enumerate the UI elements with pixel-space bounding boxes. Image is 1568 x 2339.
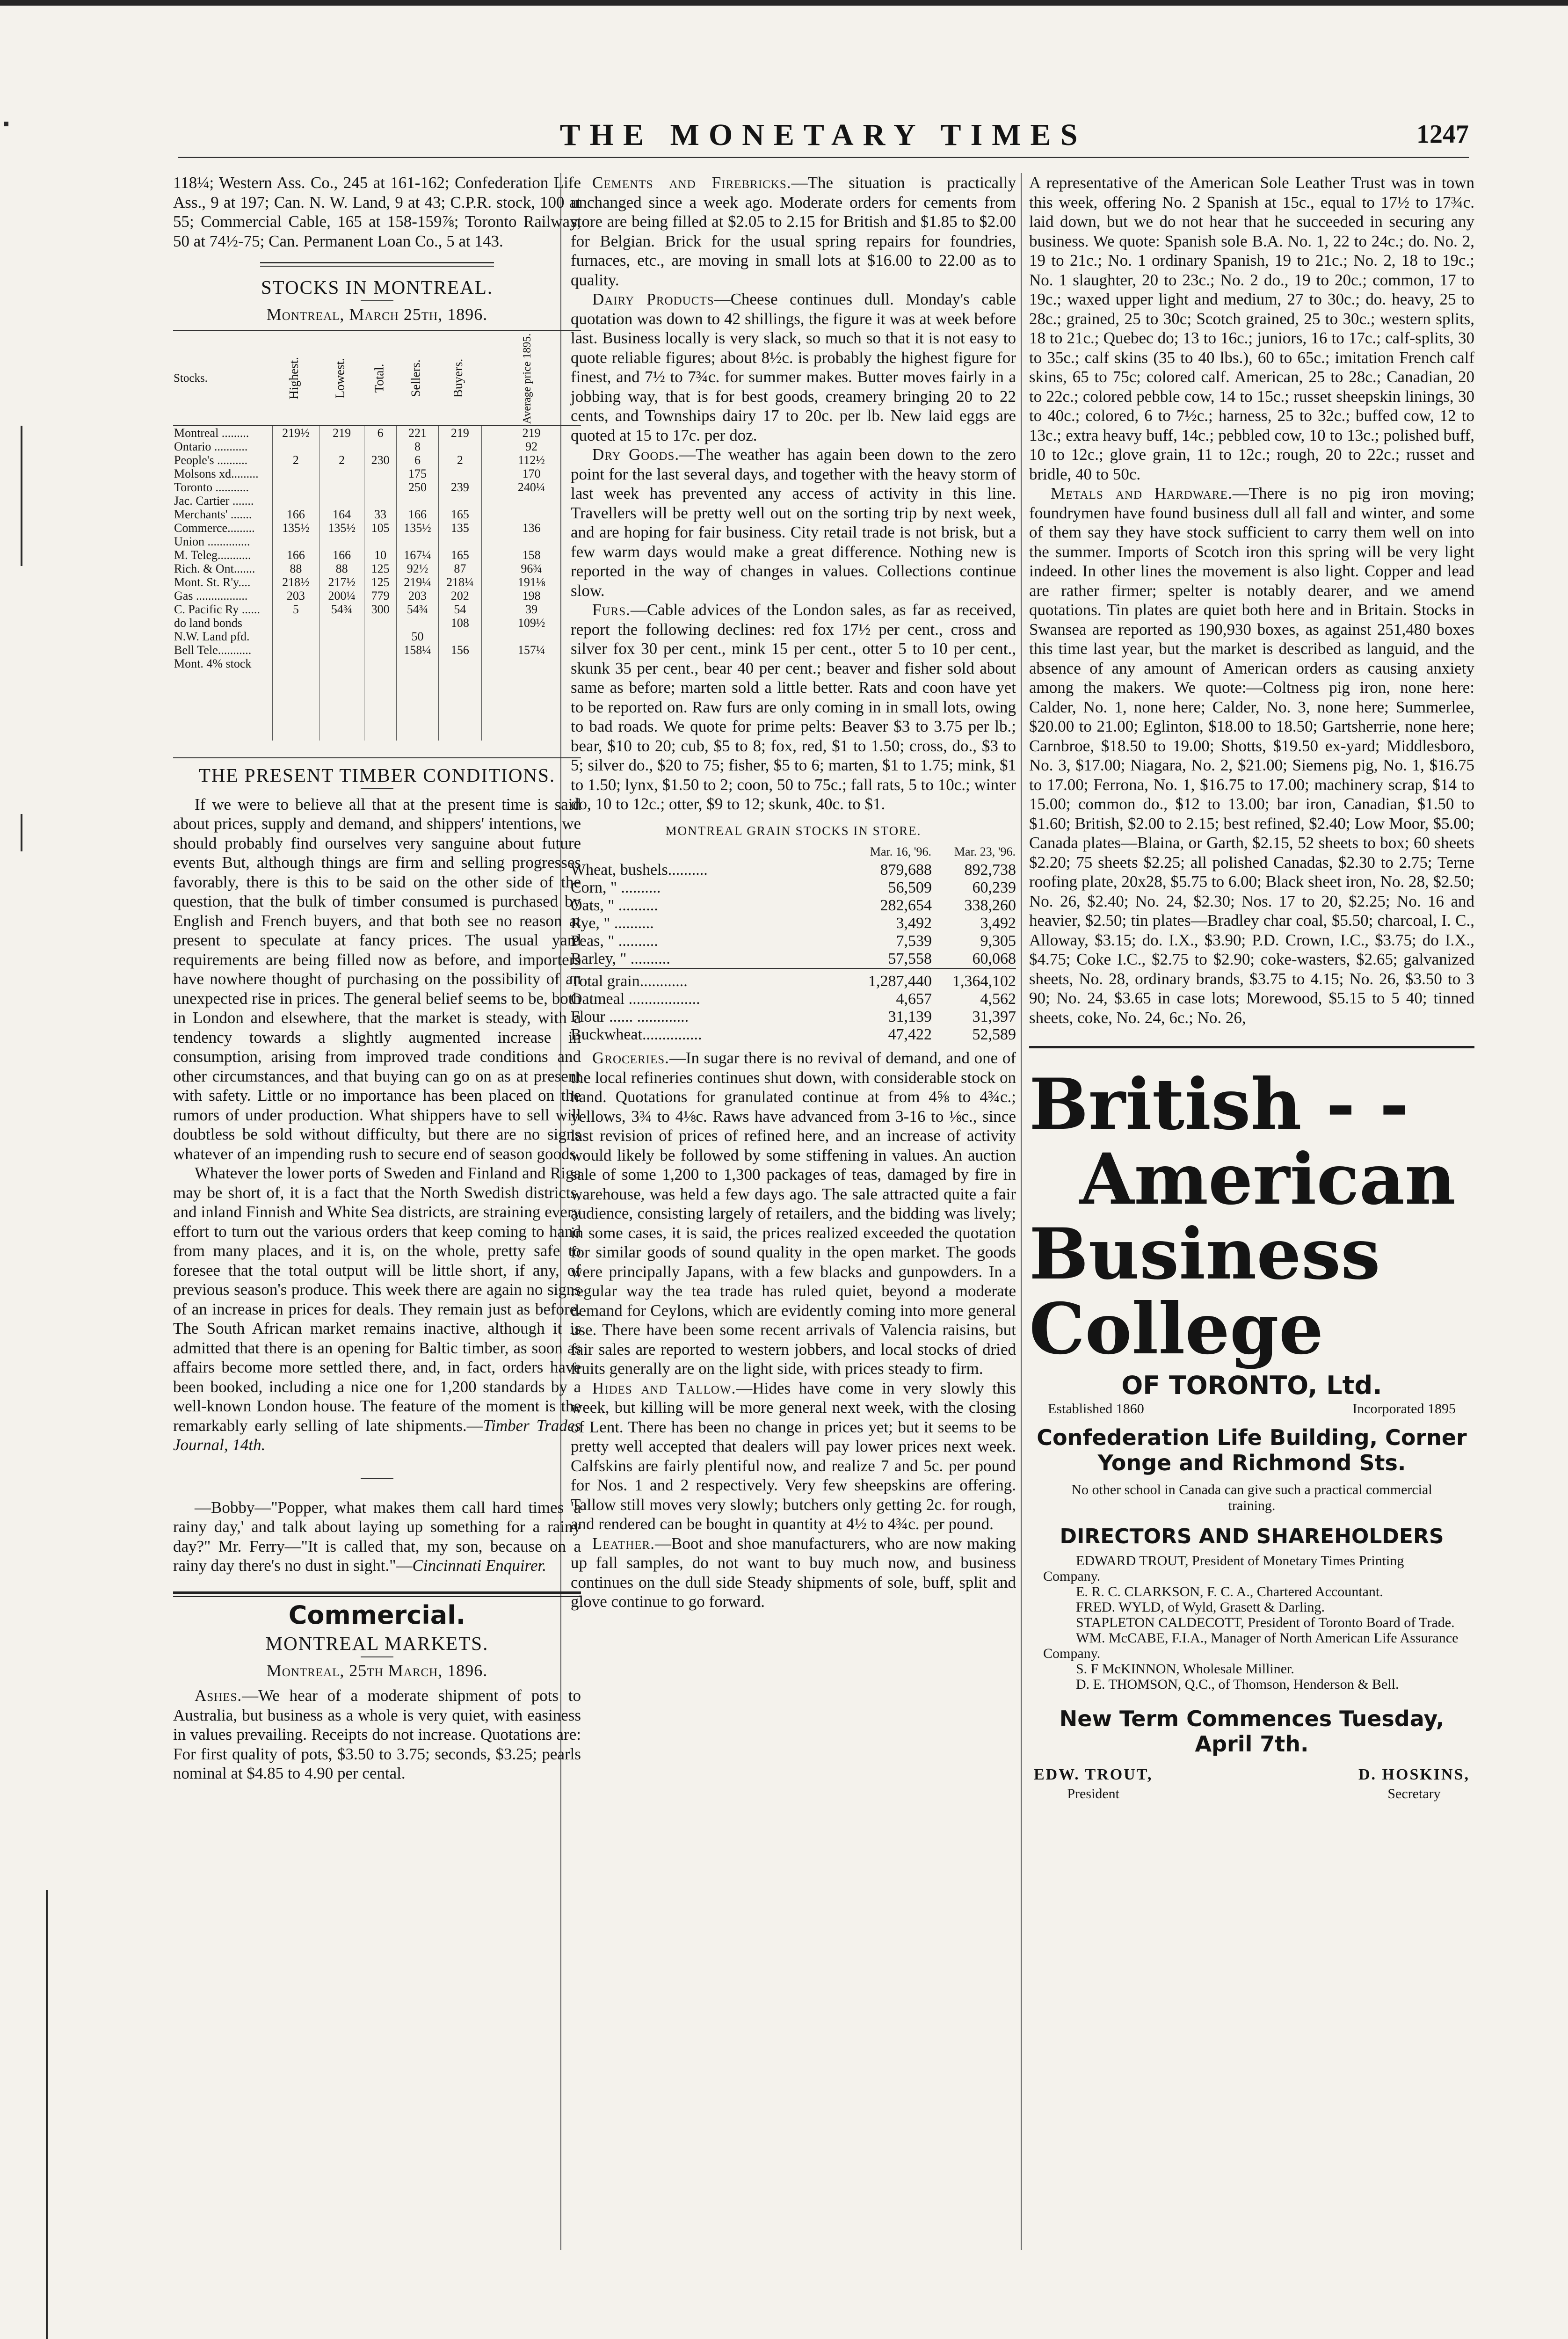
stock-value: 217½ xyxy=(319,575,364,589)
stock-value: 135½ xyxy=(397,521,438,535)
stock-value xyxy=(319,616,364,630)
ad-signatures xyxy=(1034,1765,1470,1804)
stocks-table-body xyxy=(173,426,581,741)
markets-dateline: Montreal, 25th March, 1896. xyxy=(266,1661,488,1680)
ad-address: Confederation Life Building, Corner Yonge and Richmond Sts. xyxy=(1037,1425,1467,1475)
stock-value xyxy=(319,630,364,643)
stock-value xyxy=(319,657,364,670)
timber-paragraph xyxy=(173,1163,581,1455)
ad-new-term: New Term Commences Tuesday, April 7th. xyxy=(1059,1706,1445,1757)
stock-value: 2 xyxy=(319,453,364,467)
ad-directors-list xyxy=(1029,1553,1474,1692)
grain-value: 4,657 xyxy=(896,990,932,1008)
stocks-row xyxy=(173,643,581,657)
stock-value: 135 xyxy=(438,521,482,535)
stock-name: Ontario ........... xyxy=(174,440,248,453)
stock-value: 165 xyxy=(438,508,482,521)
stock-value: 200¼ xyxy=(319,589,364,603)
stock-value: 166 xyxy=(319,548,364,562)
furs-text: —Cable advices of the London sales, as far as received, report the following declines: red fox 17½ per cent., cross and silver fox 30 per cent., mink 15 per cent., otter 5 to 10 per cent., skunk 35 per cent., bear 40 per cent.; beaver and fisher sold about same as before; marten sold a little better. Rats and coon have yet to be reported on. Raw furs are only coming in in small lots, owing to bad roads. We quote for prime pelts: Beaver $3 to 3.75 per lb.; bear, $10 to 20; cub, $5 to 8; fox, red, $1 to 1.50; cross, do., $3 to 5; silver do., $20 to 75; fisher, $5 to 6; marten, $1 to 1.75; mink, $1 to 1.50; lynx, $1.50 to 2; coon, 50 to 75c.; fall rats, 5 to 10c.; winter do, 10 to 12c.; otter, $9 to 12; skunk, 40c. to $1. xyxy=(571,601,1016,813)
stock-value: 240¼ xyxy=(482,480,581,494)
stock-value: 6 xyxy=(364,426,397,440)
stock-value: 54¾ xyxy=(319,603,364,616)
stock-value xyxy=(438,440,482,453)
grain-row xyxy=(571,1008,1016,1026)
grain-stocks-table xyxy=(571,843,1016,1044)
grain-value: 1,364,102 xyxy=(932,968,1016,990)
stock-value: 105 xyxy=(364,521,397,535)
stocks-row xyxy=(173,508,581,521)
stock-value xyxy=(319,535,364,548)
grain-value: 60,239 xyxy=(972,879,1016,896)
ad-director: EDWARD TROUT, President of Monetary Times Printing Company. xyxy=(1043,1553,1404,1584)
college-advertisement xyxy=(1029,1046,1474,1804)
president-name: EDW. TROUT, xyxy=(1034,1765,1153,1783)
stocks-row xyxy=(173,494,581,508)
stock-value xyxy=(272,440,319,453)
stock-value xyxy=(482,657,581,670)
stocks-header-name: Stocks. xyxy=(173,330,272,426)
stock-value: 2 xyxy=(272,453,319,467)
hides-label: Hides and Tallow. xyxy=(592,1379,736,1397)
grain-value: 47,422 xyxy=(888,1026,932,1043)
stocks-row xyxy=(173,575,581,589)
stock-name: Commerce......... xyxy=(174,521,255,535)
grain-value: 892,738 xyxy=(964,861,1016,879)
ad-tagline: No other school in Canada can give such a practical commercial training. xyxy=(1071,1482,1432,1513)
grain-row xyxy=(571,861,1016,879)
stocks-row xyxy=(173,616,581,630)
ad-directors-heading: DIRECTORS AND SHAREHOLDERS xyxy=(1060,1525,1444,1548)
stock-value xyxy=(438,535,482,548)
stocks-row xyxy=(173,467,581,480)
cements-text: —The situation is practically unchanged since a week ago. Moderate orders for cements from store are being filled at $2.05 to 2.15 for British and $1.85 to $2.00 for Belgian. Brick for the usual spring repairs for foundries, furnaces, etc., are moving in small lots at $16.00 to 22.00 as to quality. xyxy=(571,174,1016,289)
grain-item: Peas, " .......... xyxy=(571,932,658,950)
short-divider xyxy=(361,300,393,301)
stock-value: 219 xyxy=(482,426,581,440)
stock-value: 203 xyxy=(397,589,438,603)
stock-value xyxy=(397,657,438,670)
ad-established: Established 1860 xyxy=(1048,1401,1144,1416)
stock-name: People's .......... xyxy=(174,453,248,467)
commercial-heading: Commercial. xyxy=(288,1600,466,1630)
stocks-header-sellers: Sellers. xyxy=(408,359,423,397)
stock-value: 219¼ xyxy=(397,575,438,589)
scan-mark xyxy=(46,1890,48,2339)
stock-value xyxy=(272,630,319,643)
grain-row xyxy=(571,1026,1016,1044)
stock-value xyxy=(364,440,397,453)
grain-row xyxy=(571,950,1016,968)
stocks-heading: STOCKS IN MONTREAL. xyxy=(261,276,494,298)
grain-header-item xyxy=(571,843,848,861)
stock-value: 5 xyxy=(272,603,319,616)
stocks-row xyxy=(173,453,581,467)
groceries-paragraph xyxy=(571,1048,1016,1379)
grain-item: Buckwheat............... xyxy=(571,1026,702,1043)
hides-paragraph xyxy=(571,1379,1016,1534)
stock-value: 88 xyxy=(272,562,319,575)
stock-value: 136 xyxy=(482,521,581,535)
stock-value xyxy=(272,657,319,670)
stock-value: 125 xyxy=(364,562,397,575)
bobby-attribution: Cincinnati Enquirer. xyxy=(412,1556,546,1575)
grain-item: Wheat, bushels.......... xyxy=(571,861,708,879)
grain-item: Total grain............ xyxy=(571,968,848,990)
grain-row xyxy=(571,879,1016,897)
grain-item: Rye, " .......... xyxy=(571,915,654,932)
stock-name: Montreal ......... xyxy=(174,426,249,440)
stock-value xyxy=(482,508,581,521)
stock-value: 165 xyxy=(438,548,482,562)
stock-value: 50 xyxy=(397,630,438,643)
section-divider xyxy=(260,262,494,267)
markets-heading: MONTREAL MARKETS. xyxy=(265,1633,489,1654)
ad-dates xyxy=(1029,1399,1474,1419)
stock-name: Toronto ........... xyxy=(174,480,249,494)
stock-name: Merchants' ....... xyxy=(174,508,252,521)
stocks-empty-cell xyxy=(397,670,438,741)
stock-value xyxy=(319,440,364,453)
ashes-text: —We hear of a moderate shipment of pots to Australia, but business as a whole is very quiet, with easiness in values prevailing. Receipts do not increase. Quotations are: For first quality of pots, $3.50 to 3.75; seconds, $3.25; pearls nominal at $4.85 to 4.90 per cental. xyxy=(173,1686,581,1782)
stock-value: 218¼ xyxy=(438,575,482,589)
grain-row xyxy=(571,932,1016,950)
stocks-row xyxy=(173,589,581,603)
stock-value: 250 xyxy=(397,480,438,494)
grain-row xyxy=(571,915,1016,932)
stock-value: 779 xyxy=(364,589,397,603)
stocks-table xyxy=(173,330,581,741)
secretary-name: D. HOSKINS, xyxy=(1358,1765,1470,1783)
stock-value: 166 xyxy=(272,548,319,562)
stock-value xyxy=(319,494,364,508)
column-rule xyxy=(1021,173,1022,2250)
cements-paragraph xyxy=(571,173,1016,290)
grain-row xyxy=(571,897,1016,915)
grain-value: 31,397 xyxy=(972,1008,1016,1025)
stock-value: 135½ xyxy=(319,521,364,535)
ad-president xyxy=(1034,1765,1153,1804)
stock-value xyxy=(438,467,482,480)
scan-mark xyxy=(4,122,8,126)
stock-name: Mont. 4% stock xyxy=(174,657,252,670)
grain-item: Oatmeal .................. xyxy=(571,990,700,1008)
grain-value: 52,589 xyxy=(972,1026,1016,1043)
dairy-text: —Cheese continues dull. Monday's cable quotation was down to 42 shillings, the figure it was at week before last. Business locally is very slack, so much so that it is not easy to quote reliable figures; about 8½c. is probably the highest figure for finest, and 7½ to 7¾c. for summer makes. Butter moves fairly in a jobbing way, that is for best goods, creamery bringing 20 to 22 cents, and Townships dairy 17 to 20c. per lb. New laid eggs are quoted at 15 to 17c. per doz. xyxy=(571,290,1016,444)
stock-value: 198 xyxy=(482,589,581,603)
ad-title-line-1: British - - xyxy=(1029,1063,1409,1146)
stock-value xyxy=(364,494,397,508)
stock-name: Mont. St. R'y.... xyxy=(174,575,251,589)
stock-value: 87 xyxy=(438,562,482,575)
stock-value xyxy=(397,616,438,630)
stock-name: do land bonds xyxy=(174,616,242,630)
ad-director: D. E. THOMSON, Q.C., of Thomson, Henderson & Bell. xyxy=(1076,1676,1399,1692)
grain-value: 282,654 xyxy=(880,897,932,914)
stock-name: M. Teleg........... xyxy=(174,548,251,562)
stock-value xyxy=(272,480,319,494)
stock-value xyxy=(364,616,397,630)
stocks-row xyxy=(173,548,581,562)
stock-value xyxy=(272,535,319,548)
stock-value: 92½ xyxy=(397,562,438,575)
timber-text: Whatever the lower ports of Sweden and Finland and Riga may be short of, it is a fact that the North Swedish districts, and inland Finnish and White Sea districts, are straining every effort to turn out the various orders that keep coming to hand from many places, and it is, on the whole, pretty safe to foresee that the total output will be little short, if any, of previous season's produce. This week there are again no signs of an increase in prices for deals. They remain just as before. The South African market remains inactive, although it is admitted that there is an opening for Baltic timber, as soon as affairs become more settled there, and, in fact, orders have been booked, including a nice one for 1,200 standards by a well-known London house. The feature of the moment is the remarkably early selling of late shipments.— xyxy=(173,1164,581,1435)
stock-value: 156 xyxy=(438,643,482,657)
grain-value: 4,562 xyxy=(980,990,1016,1008)
page-header xyxy=(178,115,1469,158)
ad-title-line-2: American xyxy=(1079,1138,1456,1220)
stock-value: 33 xyxy=(364,508,397,521)
stocks-row xyxy=(173,562,581,575)
hides-text: —Hides have come in very slowly this week, but killing will be more general next week, with the closing of Lent. There has been no change in prices yet; but it seems to be pretty well accepted that dealers will pay lower prices next week. Calfskins are fairly plentiful now, and realize 7 and 5c. per pound for Nos. 1 and 2 respectively. Very few sheepskins are offering. Tallow still moves very slowly; butchers only getting 2c. for rough, and rendered can be bought in quantity at 4½ to 4¾c. per pound. xyxy=(571,1379,1016,1533)
grain-value: 7,539 xyxy=(896,932,932,950)
stock-value: 125 xyxy=(364,575,397,589)
stocks-row xyxy=(173,521,581,535)
stocks-row xyxy=(173,603,581,616)
stocks-empty-cell xyxy=(482,670,581,741)
stock-value: 170 xyxy=(482,467,581,480)
stock-value: 166 xyxy=(397,508,438,521)
grain-item: Corn, " .......... xyxy=(571,879,661,896)
scan-mark xyxy=(21,426,22,566)
grain-value: 338,260 xyxy=(964,897,1016,914)
page-number: 1247 xyxy=(1416,120,1469,149)
stocks-header-average: Average price 1895. xyxy=(521,333,533,424)
stock-value: 203 xyxy=(272,589,319,603)
stock-value: 96¾ xyxy=(482,562,581,575)
stocks-row xyxy=(173,480,581,494)
ad-incorporated: Incorporated 1895 xyxy=(1352,1401,1456,1416)
stocks-header-total: Total. xyxy=(371,363,386,392)
stocks-header-buyers: Buyers. xyxy=(451,358,465,398)
dairy-paragraph xyxy=(571,290,1016,445)
short-divider xyxy=(361,1656,393,1657)
grain-item: Oats, " .......... xyxy=(571,897,658,914)
stocks-empty-cell xyxy=(438,670,482,741)
stock-value: 167¼ xyxy=(397,548,438,562)
leather-continued-paragraph: A representative of the American Sole Leather Trust was in town this week, offering No. 2 Spanish at 15c., equal to 17½ to 17¾c. laid down, but we do not hear that he succeeded in securing any business. We quote: Spanish sole B.A. No. 1, 22 to 24c.; do. No. 2, 19 to 21c.; No. 1 ordinary Spanish, 19 to 21c.; No. 2, 18 to 19c.; No. 1 slaughter, 20 to 23c.; No. 2 do., 19 to 20c.; common, 17 to 19c.; waxed upper light and medium, 27 to 30c.; do. heavy, 25 to 28c.; grained, 25 to 30c; Scotch grained, 25 to 30c.; western splits, 18 to 21c.; Quebec do; 13 to 16c.; juniors, 16 to 17c.; calf-splits, 30 to 35c.; calf skins (35 to 40 lbs.), 60 to 65c.; imitation French calf skins, 65 to 75c; colored calf. American, 25 to 28c.; Canadian, 20 to 22c.; colored pebble cow, 14 to 15c.; russet sheepskin linings, 30 to 40c.; colored, 6 to 7½c.; harness, 25 to 32c.; buffed cow, 12 to 13c.; extra heavy buff, 14c.; pebbled cow, 10 to 13c.; polished buff, 10 to 12c.; glove grain, 11 to 12c.; rough, 20 to 22c.; russet and bridle, 40 to 50c. xyxy=(1029,174,1474,483)
dry-goods-label: Dry Goods. xyxy=(592,445,680,464)
stock-value xyxy=(438,657,482,670)
metals-text: —There is no pig iron moving; foundrymen have found business dull all fall and winter, and some of them say they have stock sufficient to carry them well on into the summer. Imports of Scotch iron this spring will be very light indeed. In other lines the movement is also light. Copper and lead are rather firmer; spelter is notably dearer, and we amend quotations. Tin plates are quiet both here and in Britain. Stocks in Swansea are reported as 190,930 boxes, as against 251,480 boxes this time last year, but the market is described as languid, and the absence of any amount of American orders as causing anxiety among the makers. We quote:—Coltness pig iron, none here: Calder, No. 1, none here; Calder, No. 3, none here; Summerlee, $20.00 to 21.00; Eglinton, $18.00 to 18.50; Gartsherrie, none here; Carnbroe, $18.50 to 19.00; Shotts, $19.50 ex-yard; Middlesboro, No. 3, $17.00; Niagara, No. 2, $21.00; Siemens pig, No. 1, $16.75 to 17.00; Ferrona, No. 1, $16.75 to 17.00; machinery scrap, $14 to 15.00; common do., $12 to 13.00; bar iron, Canadian, $1.50 to $1.60; British, $2.00 to 2.15; best refined, $2.40; Low Moor, $5.00; Canada plates—Blaina, or Garth, $2.15, 52 sheets to box; 60 sheets $2.20; 75 sheets $2.25; all polished Canadas, $2.30 to 2.75; Terne roofing plate, 20x28, $5.75 to 6.00; Black sheet iron, No. 28, $2.50; No. 26, $2.40; No. 24, $2.30; Nos. 17 to 20, $2.25; No. 16 and heavier, $2.50; tin plates—Bradley char coal, $5.50; charcoal, I. C., Alloway, $3.15; do. I.X., $3.90; P.D. Crown, I.C., $3.75; do I.X., $4.75; Coke I.C., $2.75 to $2.90; coke-wasters, $2.65; galvanized sheets, No. 28, ordinary brands, $3.75 to 4.15; No. 26, $3.50 to 3 90; No. 24, $3.65 in case lots; Morewood, $5.15 to 5 40; tinned sheets, coke, No. 24, 6c.; No. 26, xyxy=(1029,484,1475,1027)
grain-value: 3,492 xyxy=(896,915,932,932)
ad-city: OF TORONTO, Ltd. xyxy=(1121,1371,1382,1400)
ad-director: WM. McCABE, F.I.A., Manager of North American Life Assurance Company. xyxy=(1043,1630,1459,1661)
stock-name: Rich. & Ont....... xyxy=(174,562,255,575)
stock-value: 2 xyxy=(438,453,482,467)
section-divider xyxy=(173,1591,581,1597)
grain-value: 3,492 xyxy=(980,915,1016,932)
stock-name: Jac. Cartier ....... xyxy=(174,494,254,508)
metals-label: Metals and Hardware. xyxy=(1051,484,1233,502)
stock-value: 109½ xyxy=(482,616,581,630)
stock-value xyxy=(397,494,438,508)
stock-value: 300 xyxy=(364,603,397,616)
stock-value: 92 xyxy=(482,440,581,453)
grain-value: 56,509 xyxy=(888,879,932,896)
stock-value: 202 xyxy=(438,589,482,603)
dry-goods-paragraph xyxy=(571,445,1016,600)
stock-value: 112½ xyxy=(482,453,581,467)
stocks-header-highest: Highest. xyxy=(286,356,301,400)
ad-director: FRED. WYLD, of Wyld, Grasett & Darling. xyxy=(1076,1599,1325,1615)
groceries-text: —In sugar there is no revival of demand, and one of the local refineries continues shut down, with considerable stock on hand. Quotations for granulated continue at from 4⅝ to 4¾c.; yellows, 3¾ to 4⅛c. Raws have advanced from 3-16 to ⅛c., since last revision of prices of refined here, and an increase of activity would likely be followed by some stiffening in values. An auction sale of some 1,200 to 1,300 packages of teas, damaged by fire in warehouse, was held a few days ago. The sale attracted quite a fair audience, consisting largely of retailers, and the bidding was lively; in some cases, it is said, the prices realized exceeded the quotation for similar goods of sound quality in the open market. The goods were principally Japans, with a few blacks and gunpowders. In a regular way the tea trade has ruled quiet, beyond a moderate demand for Ceylons, which are evidently coming into more general use. There have been some recent arrivals of Valencia raisins, but fair sales are reported to western jobbers, and local stocks of dried fruits generally are on the light side, with prices steady to firm. xyxy=(571,1049,1016,1378)
ashes-paragraph xyxy=(173,1686,581,1783)
ad-secretary xyxy=(1358,1765,1470,1804)
stocks-row xyxy=(173,426,581,440)
stock-value xyxy=(397,535,438,548)
stock-name: C. Pacific Ry ...... xyxy=(174,603,260,616)
grain-table-caption: MONTREAL GRAIN STOCKS IN STORE. xyxy=(665,823,922,838)
grain-header-mar23: Mar. 23, '96. xyxy=(954,845,1016,858)
stocks-row xyxy=(173,440,581,453)
stock-value: 219½ xyxy=(272,426,319,440)
furs-label: Furs. xyxy=(592,601,631,619)
ad-director: STAPLETON CALDECOTT, President of Toronto Board of Trade. xyxy=(1076,1614,1455,1630)
newspaper-title: THE MONETARY TIMES xyxy=(559,118,1087,152)
stocks-empty-cell xyxy=(272,670,319,741)
bobby-anecdote xyxy=(173,1498,581,1576)
column-1 xyxy=(173,173,581,1783)
dairy-label: Dairy Products xyxy=(592,290,714,308)
stock-name: N.W. Land pfd. xyxy=(174,630,250,643)
grain-value: 60,068 xyxy=(972,950,1016,967)
leather-label: Leather. xyxy=(592,1534,655,1553)
metals-paragraph xyxy=(1029,484,1474,1027)
stock-value xyxy=(482,494,581,508)
stock-value xyxy=(364,480,397,494)
stock-value: 158¼ xyxy=(397,643,438,657)
stock-value xyxy=(364,643,397,657)
stock-value xyxy=(364,657,397,670)
leather-text: —Boot and shoe manufacturers, who are now making up fall samples, do not want to buy much now, and business continues on the dull side Steady shipments of sole, buff, split and glove continue to go forward. xyxy=(571,1534,1016,1611)
ad-director: E. R. C. CLARKSON, F. C. A., Chartered Accountant. xyxy=(1076,1584,1383,1599)
stock-value: 164 xyxy=(319,508,364,521)
stock-value: 6 xyxy=(397,453,438,467)
stock-value xyxy=(364,535,397,548)
stocks-row xyxy=(173,657,581,670)
president-title: President xyxy=(1067,1786,1120,1801)
column-2 xyxy=(571,173,1016,1612)
stock-value: 191⅛ xyxy=(482,575,581,589)
stock-value: 219 xyxy=(319,426,364,440)
dry-goods-text: —The weather has again been down to the zero point for the last several days, and together with the heavy storm of last week has prevented any access of activity in this line. Travellers will be pretty well out on the sorting trip by next week, and are hoping for fair business. City retail trade is not brisk, but a few warm days would make a great difference. Nothing new is reported in the way of changes in values. Collections continue slow. xyxy=(571,445,1016,600)
stock-value xyxy=(319,467,364,480)
grain-value: 57,558 xyxy=(888,950,932,967)
stocks-row xyxy=(173,630,581,643)
secretary-title: Secretary xyxy=(1387,1786,1441,1801)
cements-label: Cements and Firebricks. xyxy=(592,174,791,192)
stock-value xyxy=(482,630,581,643)
column-3 xyxy=(1029,173,1474,1804)
furs-paragraph xyxy=(571,600,1016,814)
stocks-row xyxy=(173,535,581,548)
timber-heading: THE PRESENT TIMBER CONDITIONS. xyxy=(173,757,581,785)
ad-director: S. F McKINNON, Wholesale Milliner. xyxy=(1076,1661,1294,1677)
stock-value: 239 xyxy=(438,480,482,494)
grain-header-mar16: Mar. 16, '96. xyxy=(870,845,931,858)
grain-item: Flour ...... ............. xyxy=(571,1008,689,1025)
stock-value: 54 xyxy=(438,603,482,616)
stock-value xyxy=(364,467,397,480)
stock-value xyxy=(482,535,581,548)
stock-value: 219 xyxy=(438,426,482,440)
groceries-label: Groceries. xyxy=(592,1049,669,1067)
short-divider xyxy=(361,1478,393,1479)
stock-value: 54¾ xyxy=(397,603,438,616)
stocks-empty-cell xyxy=(173,670,272,741)
stock-value: 39 xyxy=(482,603,581,616)
stock-value xyxy=(438,630,482,643)
stock-name: Gas ................. xyxy=(174,589,248,603)
grain-row xyxy=(571,968,1016,990)
stock-name: Bell Tele........... xyxy=(174,643,252,657)
stock-value: 218½ xyxy=(272,575,319,589)
stocks-spacer-row xyxy=(173,670,581,741)
stock-value: 166 xyxy=(272,508,319,521)
bobby-text: —Bobby—"Popper, what makes them call hard times 'a rainy day,' and talk about laying up something for a rainy day?" Mr. Ferry—"It is called that, my son, because on a rainy day there's no dust in sight."— xyxy=(173,1498,581,1575)
stock-value xyxy=(272,467,319,480)
stock-sales-paragraph: 118¼; Western Ass. Co., 245 at 161-162; Confederation Life Ass., 9 at 197; Can. N. W. Land, 9 at 43; C.P.R. stock, 100 at 55; Commercial Cable, 165 at 158-159⅞; Toronto Railway, 50 at 74½-75; Can. Permanent Loan Co., 5 at 143. xyxy=(173,174,581,250)
stock-value: 8 xyxy=(397,440,438,453)
stock-value xyxy=(364,630,397,643)
stocks-dateline: Montreal, March 25th, 1896. xyxy=(266,305,488,324)
grain-value: 879,688 xyxy=(880,861,932,879)
grain-row xyxy=(571,990,1016,1008)
short-divider xyxy=(361,788,393,789)
leather-paragraph xyxy=(571,1534,1016,1612)
stock-value: 135½ xyxy=(272,521,319,535)
stock-value: 10 xyxy=(364,548,397,562)
grain-value: 1,287,440 xyxy=(848,968,932,990)
stock-value xyxy=(272,616,319,630)
stock-value xyxy=(272,643,319,657)
grain-value: 31,139 xyxy=(888,1008,932,1025)
ad-title-line-3: Business College xyxy=(1029,1213,1380,1370)
stock-value: 175 xyxy=(397,467,438,480)
timber-paragraph: If we were to believe all that at the present time is said about prices, supply and demand, and shippers' intentions, we should probably find ourselves very sanguine about future events But, although things are firm and selling progresses favorably, there is this to be said on the other side of the question, that the bulk of timber consumed is purchased by English and French buyers, and that both see no reason at present to speculate at fancy prices. The usual yard requirements are being filled now as before, and importers have nowhere thought of purchasing on the possibility of an unexpected rise in prices. The general belief seems to be, both in London and elsewhere, that the market is steady, with a tendency towards a slightly augmented increase in consumption, arising from improved trade conditions and other circumstances, and that buying can go on as at present with safety. Little or no importance has been placed on the rumors of under production. What shippers have to sell will doubtless be sold without difficulty, but there are no signs whatever of an impending rush to secure end of season goods. xyxy=(173,795,581,1163)
stock-value: 158 xyxy=(482,548,581,562)
stock-value: 157¼ xyxy=(482,643,581,657)
stock-value xyxy=(319,480,364,494)
grain-value: 9,305 xyxy=(980,932,1016,950)
grain-table-body xyxy=(571,861,1016,1044)
timber-attribution: Timber Trades Journal, 14th. xyxy=(173,1416,581,1454)
stocks-empty-cell xyxy=(319,670,364,741)
stock-value: 88 xyxy=(319,562,364,575)
grain-item: Barley, " .......... xyxy=(571,950,670,967)
stocks-header-lowest: Lowest. xyxy=(333,357,347,399)
scan-mark xyxy=(21,814,22,851)
stock-name: Molsons xd......... xyxy=(174,467,259,480)
stock-value xyxy=(272,494,319,508)
scan-top-edge xyxy=(0,0,1568,6)
stock-value xyxy=(438,494,482,508)
stock-name: Union .............. xyxy=(174,535,250,548)
stock-value: 230 xyxy=(364,453,397,467)
ashes-label: Ashes. xyxy=(195,1686,242,1705)
stocks-empty-cell xyxy=(364,670,397,741)
stock-value xyxy=(319,643,364,657)
stock-value: 221 xyxy=(397,426,438,440)
stock-value: 108 xyxy=(438,616,482,630)
